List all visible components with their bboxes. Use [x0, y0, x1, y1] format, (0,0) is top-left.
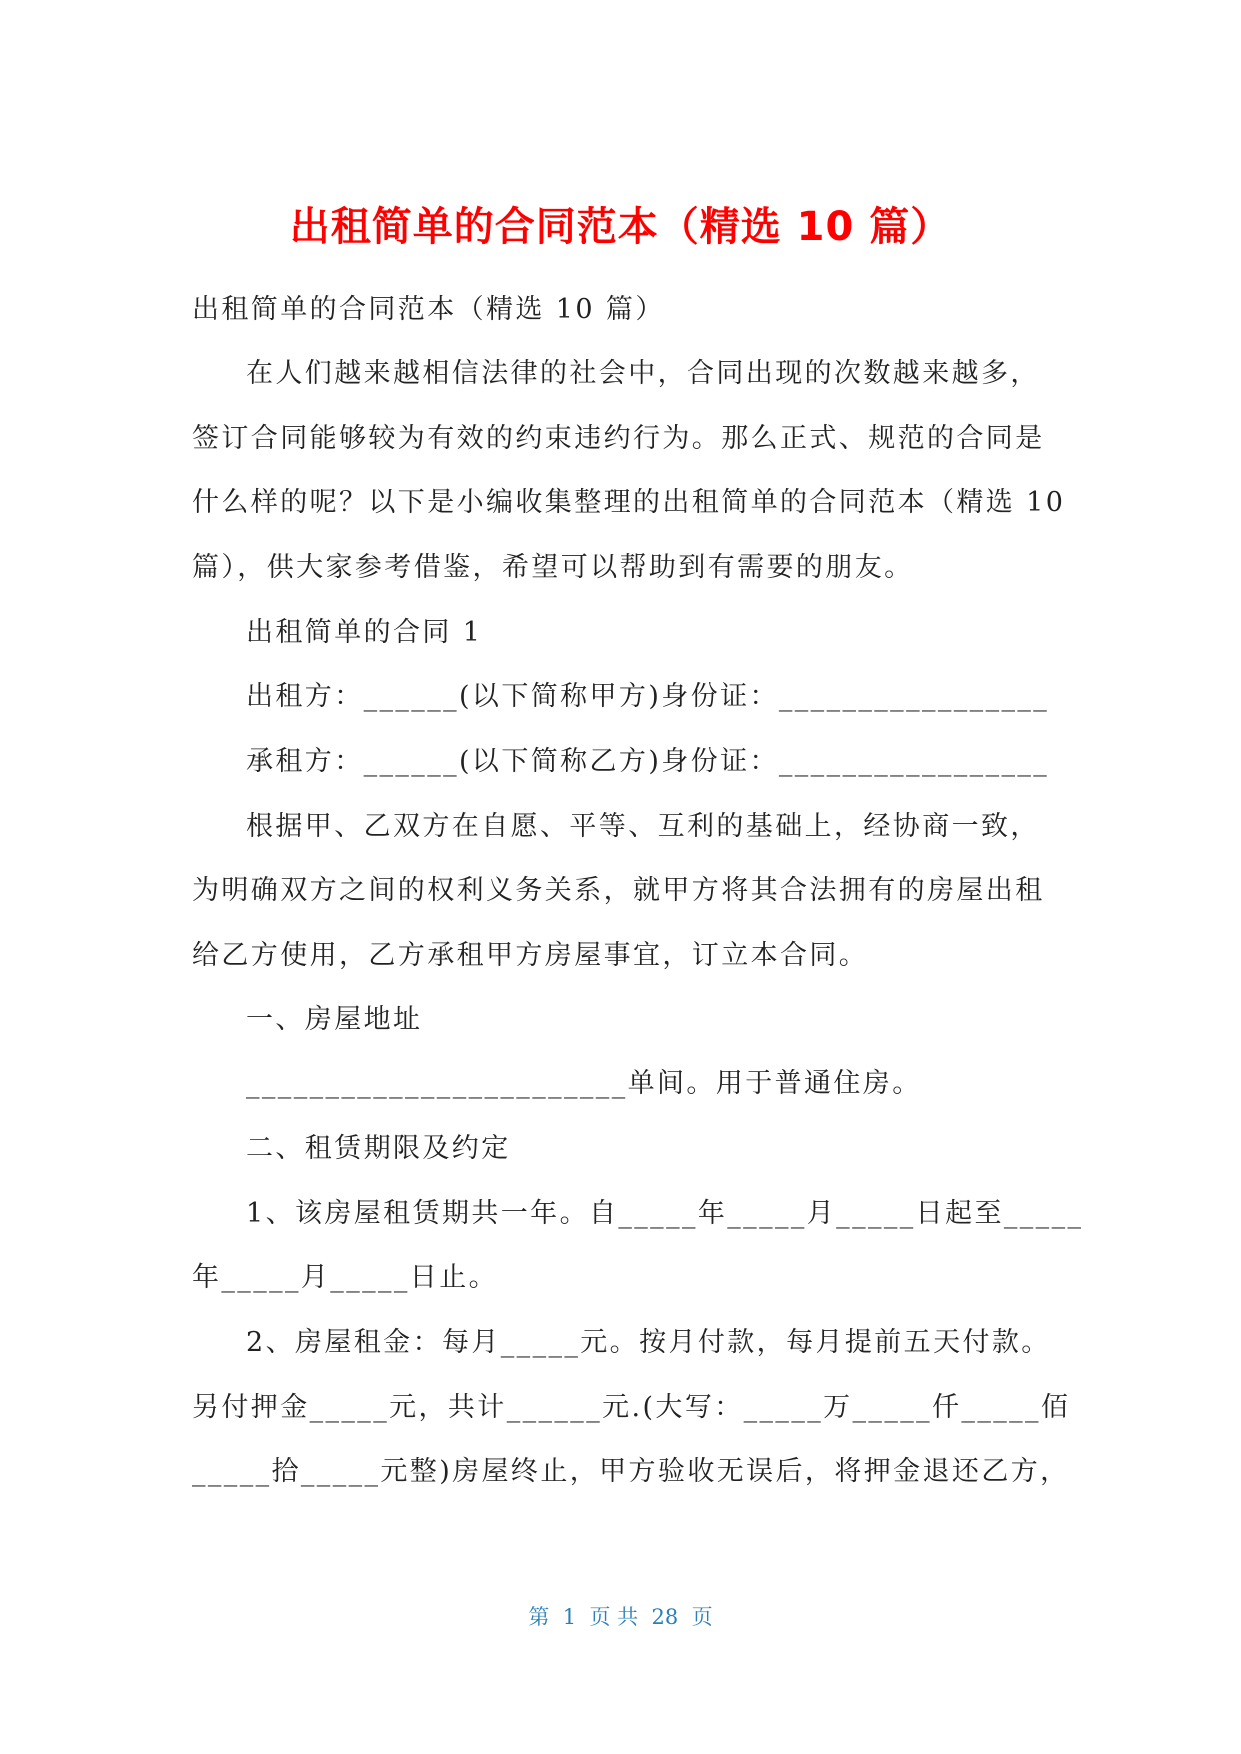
paragraph-line: 什么样的呢？以下是小编收集整理的出租简单的合同范本（精选 10 [192, 487, 1066, 518]
paragraph-line: 在人们越来越相信法律的社会中，合同出现的次数越来越多， [246, 358, 1040, 389]
clause-heading: 二、租赁期限及约定 [246, 1133, 511, 1164]
paragraph-line: 篇），供大家参考借鉴，希望可以帮助到有需要的朋友。 [192, 552, 914, 583]
paragraph-line: 另付押金_____元，共计______元.(大写：_____万_____仟_____佰 [192, 1392, 1071, 1423]
paragraph-line: 给乙方使用，乙方承租甲方房屋事宜，订立本合同。 [192, 940, 869, 971]
paragraph-line: 根据甲、乙双方在自愿、平等、互利的基础上，经协商一致， [246, 811, 1040, 842]
page-footer: 第 1 页 共 28 页 [528, 1605, 713, 1629]
document-title: 出租简单的合同范本（精选 10 篇） [289, 204, 952, 250]
paragraph-line: 2、房屋租金：每月_____元。按月付款，每月提前五天付款。 [246, 1327, 1051, 1358]
subtitle-line: 出租简单的合同范本（精选 10 篇） [192, 294, 665, 325]
lessee-line: 承租方：______(以下简称乙方)身份证：_________________ [246, 746, 1050, 777]
lessor-line: 出租方：______(以下简称甲方)身份证：_________________ [246, 681, 1050, 712]
paragraph-line: ________________________单间。用于普通住房。 [246, 1068, 922, 1099]
paragraph-line: 年_____月_____日止。 [192, 1262, 498, 1293]
paragraph-line: 为明确双方之间的权利义务关系，就甲方将其合法拥有的房屋出租 [192, 875, 1045, 906]
section-heading: 出租简单的合同 1 [246, 617, 483, 648]
paragraph-line: 1、该房屋租赁期共一年。自_____年_____月_____日起至_____ [246, 1198, 1084, 1229]
paragraph-line: _____拾_____元整)房屋终止，甲方验收无误后，将押金退还乙方， [192, 1456, 1070, 1487]
paragraph-line: 签订合同能够较为有效的约束违约行为。那么正式、规范的合同是 [192, 423, 1045, 454]
clause-heading: 一、房屋地址 [246, 1004, 423, 1035]
